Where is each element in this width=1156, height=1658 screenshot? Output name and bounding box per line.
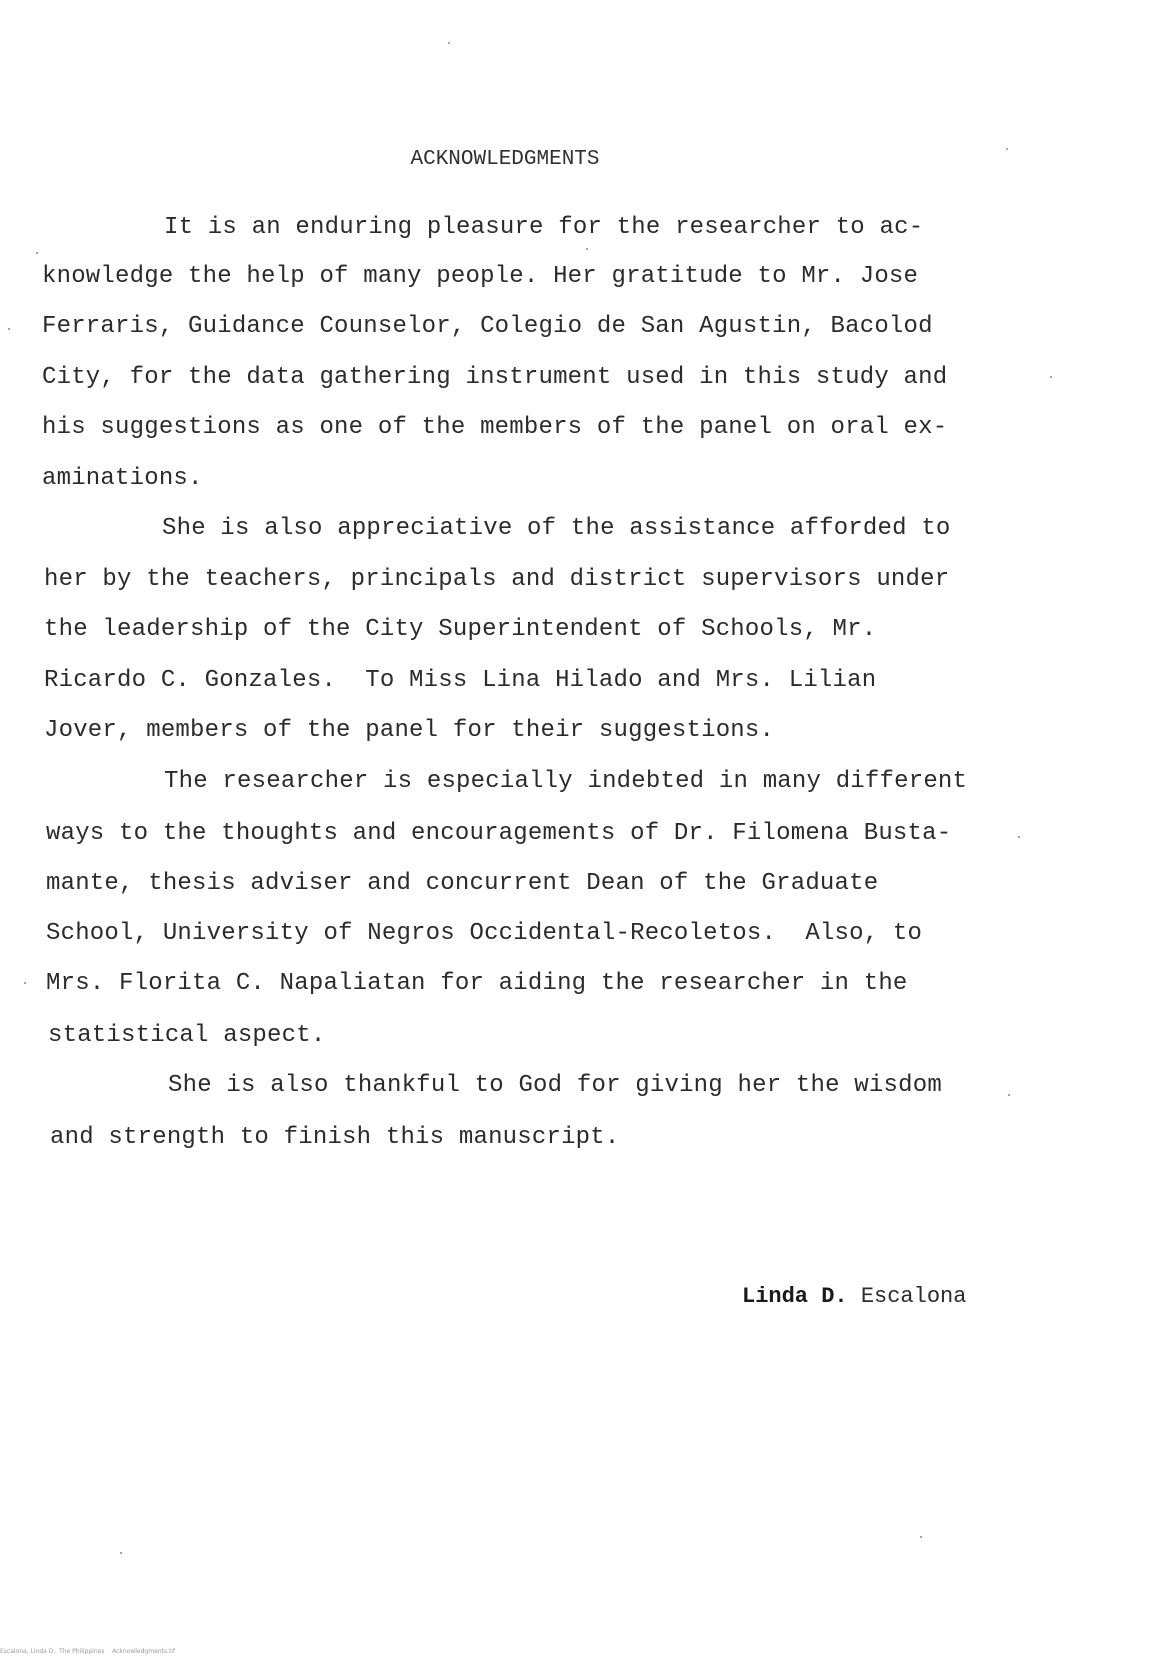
- paragraph-3-line-2: ways to the thoughts and encouragements of Dr. Filomena Busta-: [46, 820, 952, 847]
- paragraph-4-line-1: She is also thankful to God for giving her the wisdom: [168, 1072, 942, 1099]
- signature: [742, 1284, 966, 1309]
- paragraph-1-line-3: Ferraris, Guidance Counselor, Colegio de San Agustin, Bacolod: [42, 313, 933, 340]
- paragraph-2-line-5: Jover, members of the panel for their suggestions.: [44, 717, 775, 744]
- paragraph-3-line-6: statistical aspect.: [48, 1022, 326, 1049]
- paragraph-1-line-6: aminations.: [42, 465, 203, 492]
- paragraph-2-line-2: her by the teachers, principals and district supervisors under: [44, 566, 950, 593]
- paragraph-2-line-1: She is also appreciative of the assistance afforded to: [162, 515, 951, 542]
- scan-speck: [1050, 376, 1052, 378]
- paragraph-3-line-4: School, University of Negros Occidental-Recoletos. Also, to: [46, 920, 923, 947]
- signature-last-name: Escalona: [860, 1284, 967, 1309]
- scan-speck: [24, 982, 26, 984]
- scan-speck: [1018, 836, 1020, 838]
- paragraph-2-line-4: Ricardo C. Gonzales. To Miss Lina Hilado and Mrs. Lilian: [44, 667, 877, 694]
- paragraph-1-line-1: It is an enduring pleasure for the researcher to ac-: [164, 214, 924, 241]
- paragraph-3-line-5: Mrs. Florita C. Napaliatan for aiding the researcher in the: [46, 970, 908, 997]
- scan-speck: [1008, 1094, 1010, 1096]
- paragraph-3-line-3: mante, thesis adviser and concurrent Dean of the Graduate: [46, 870, 879, 897]
- scan-speck: [448, 42, 450, 44]
- scan-speck: [120, 1552, 122, 1554]
- scan-footer-text: Escalona, Linda D. The Philippines Acknowledgments.tif: [0, 1648, 176, 1655]
- paragraph-1-line-4: City, for the data gathering instrument used in this study and: [42, 364, 948, 391]
- scan-speck: [36, 252, 38, 254]
- scan-speck: [8, 328, 10, 330]
- signature-first-name: Linda D.: [742, 1284, 848, 1309]
- scan-speck: [586, 248, 588, 250]
- paragraph-3-line-1: The researcher is especially indebted in many different: [164, 768, 968, 795]
- paragraph-2-line-3: the leadership of the City Superintendent of Schools, Mr.: [44, 616, 877, 643]
- paragraph-4-line-2: and strength to finish this manuscript.: [50, 1124, 620, 1151]
- scan-speck: [920, 1536, 922, 1538]
- page-title: ACKNOWLEDGMENTS: [410, 148, 600, 171]
- scan-speck: [1006, 148, 1008, 150]
- paragraph-1-line-2: knowledge the help of many people. Her gratitude to Mr. Jose: [42, 263, 919, 290]
- paragraph-1-line-5: his suggestions as one of the members of the panel on oral ex-: [42, 414, 948, 441]
